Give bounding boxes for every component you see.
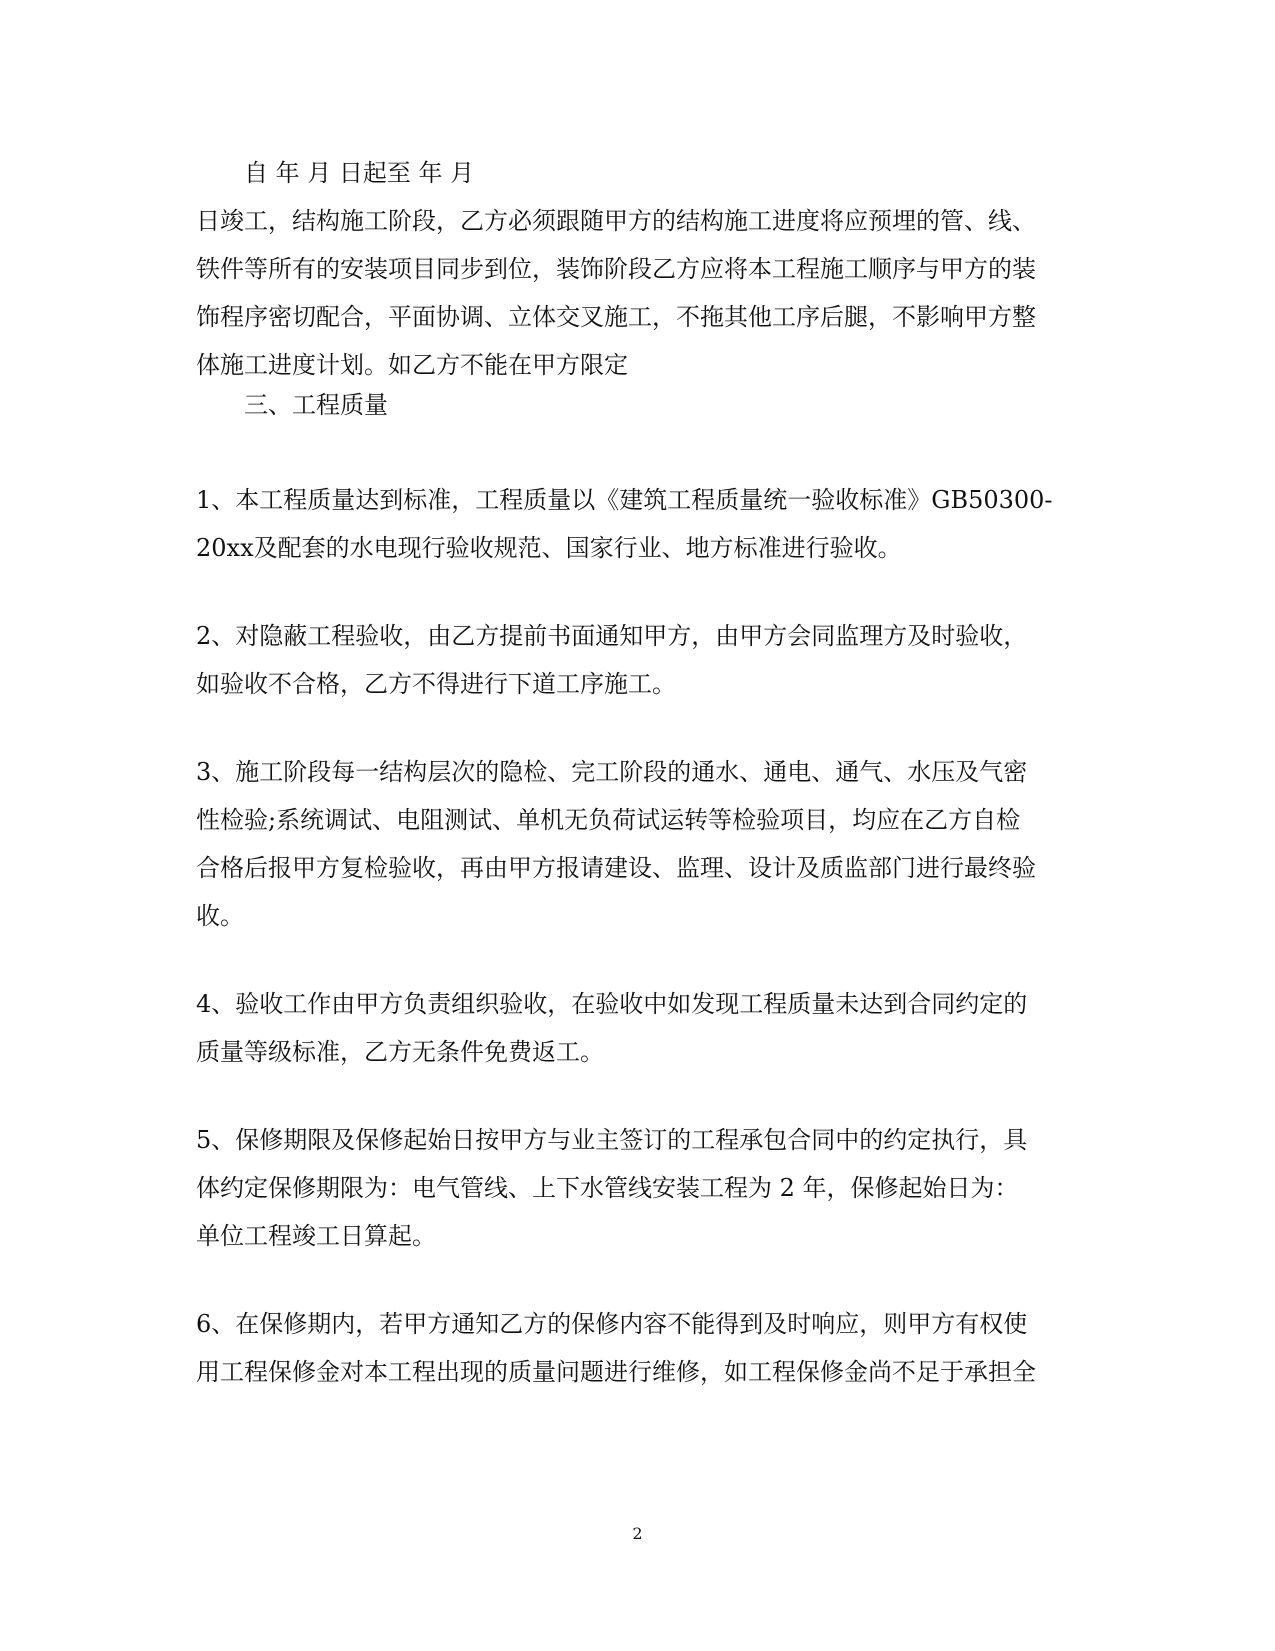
clause-item-5 [196, 1116, 1076, 1260]
section-title: 三、工程质量 [244, 391, 388, 419]
text-line: 性检验;系统调试、电阻测试、单机无负荷试运转等检验项目，均应在乙方自检 [196, 806, 1021, 834]
text-line: 1、本工程质量达到标准，工程质量以《建筑工程质量统一验收标准》GB50300- [196, 486, 1053, 514]
text-line: 用工程保修金对本工程出现的质量问题进行维修，如工程保修金尚不足于承担全 [196, 1358, 1036, 1386]
intro-paragraph [196, 149, 1076, 389]
text-line: 单位工程竣工日算起。 [196, 1222, 436, 1250]
text-line: 铁件等所有的安装项目同步到位，装饰阶段乙方应将本工程施工顺序与甲方的装 [196, 255, 1036, 283]
clause-item-3 [196, 748, 1076, 940]
text-line: 自 年 月 日起至 年 月 [244, 159, 475, 187]
clause-item-1 [196, 476, 1076, 572]
text-line: 合格后报甲方复检验收，再由甲方报请建设、监理、设计及质监部门进行最终验 [196, 854, 1036, 882]
text-line: 6、在保修期内，若甲方通知乙方的保修内容不能得到及时响应，则甲方有权使 [196, 1310, 1028, 1338]
section-heading [196, 381, 1076, 429]
clause-item-6 [196, 1300, 1076, 1396]
text-line: 饰程序密切配合，平面协调、立体交叉施工，不拖其他工序后腿，不影响甲方整 [196, 303, 1036, 331]
text-line: 4、验收工作由甲方负责组织验收，在验收中如发现工程质量未达到合同约定的 [196, 990, 1028, 1018]
text-line: 体约定保修期限为：电气管线、上下水管线安装工程为 2 年，保修起始日为： [196, 1174, 1019, 1202]
clause-item-4 [196, 980, 1076, 1076]
text-line: 如验收不合格，乙方不得进行下道工序施工。 [196, 670, 676, 698]
text-line: 收。 [196, 902, 244, 930]
text-line: 5、保修期限及保修起始日按甲方与业主签订的工程承包合同中的约定执行，具 [196, 1126, 1028, 1154]
text-line: 20xx及配套的水电现行验收规范、国家行业、地方标准进行验收。 [196, 534, 902, 562]
page-number: 2 [632, 1524, 643, 1543]
text-line: 日竣工，结构施工阶段，乙方必须跟随甲方的结构施工进度将应预埋的管、线、 [196, 207, 1036, 235]
text-line: 3、施工阶段每一结构层次的隐检、完工阶段的通水、通电、通气、水压及气密 [196, 758, 1028, 786]
text-line: 体施工进度计划。如乙方不能在甲方限定 [196, 351, 628, 379]
text-line: 质量等级标准，乙方无条件免费返工。 [196, 1038, 604, 1066]
text-line: 2、对隐蔽工程验收，由乙方提前书面通知甲方，由甲方会同监理方及时验收， [196, 622, 1028, 650]
clause-item-2 [196, 612, 1076, 708]
